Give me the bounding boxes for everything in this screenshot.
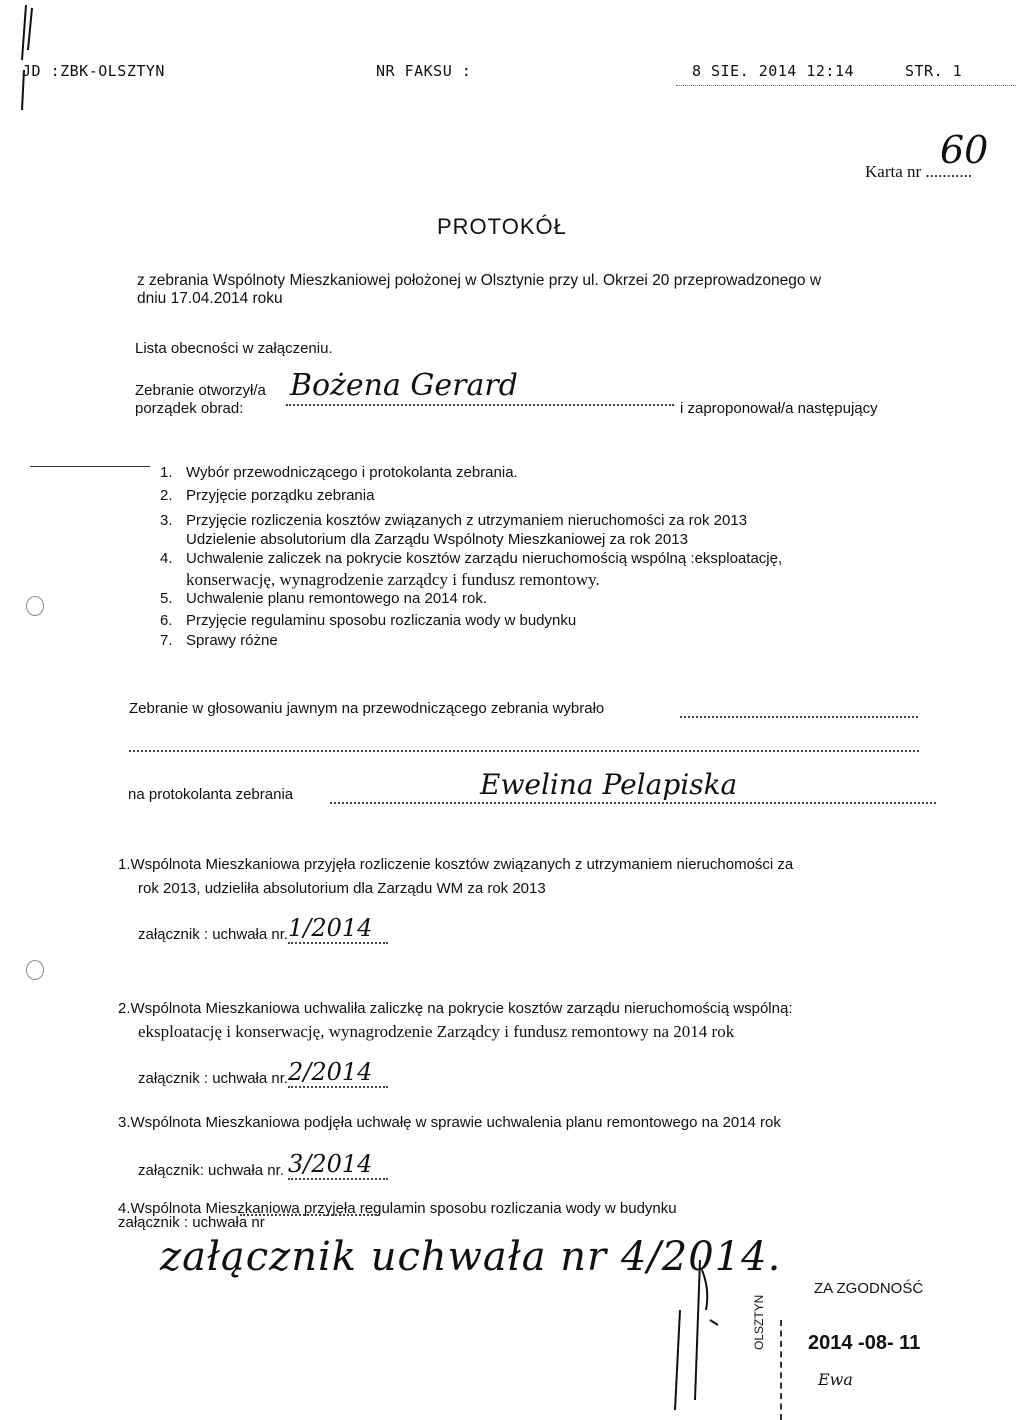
resolution-attachment-label: załącznik: uchwała nr. bbox=[138, 1162, 284, 1179]
opened-by-dotline bbox=[286, 404, 674, 406]
fax-date: 8 SIE. 2014 12:14 bbox=[692, 62, 855, 80]
fax-number-label: NR FAKSU : bbox=[376, 62, 472, 80]
resolution-line-2: eksploatację i konserwację, wynagrodzenie Zarządcy i fundusz remontowy na 2014 rok bbox=[138, 1022, 735, 1041]
fax-page: STR. 1 bbox=[905, 62, 963, 80]
agenda-intro-label: porządek obrad: bbox=[135, 400, 244, 417]
agenda-item-text: Przyjęcie regulaminu sposobu rozliczania wody w budynku bbox=[186, 612, 577, 629]
stamp-date: 2014 -08- 11 bbox=[808, 1332, 921, 1354]
agenda-item-text: Uchwalenie planu remontowego na 2014 rok. bbox=[186, 590, 488, 607]
secretary-label: na protokolanta zebrania bbox=[128, 786, 294, 803]
punch-hole bbox=[26, 596, 44, 616]
chair-vote-dotline-2 bbox=[129, 750, 919, 752]
chair-vote-text: Zebranie w głosowaniu jawnym na przewodniczącego zebrania wybrało bbox=[129, 700, 605, 717]
resolution-attachment-number: 1/2014 bbox=[288, 914, 388, 944]
agenda-item-number: 3. bbox=[160, 512, 173, 529]
secretary-dotline bbox=[330, 802, 936, 804]
agenda-item bbox=[160, 512, 747, 529]
intro-line-1: z zebrania Wspólnoty Mieszkaniowej położonej w Olsztynie przy ul. Okrzei 20 przeprowadzonego w bbox=[137, 272, 822, 289]
agenda-item bbox=[160, 590, 487, 607]
resolution-attachment-label: załącznik : uchwała nr bbox=[118, 1214, 265, 1231]
stamp-title: ZA ZGODNOŚĆ bbox=[814, 1280, 924, 1297]
chair-vote-dotline bbox=[680, 716, 918, 718]
agenda-item-text: Wybór przewodniczącego i protokolanta zebrania. bbox=[186, 464, 518, 481]
agenda-item bbox=[160, 612, 576, 629]
agenda-item-number: 6. bbox=[160, 612, 173, 629]
intro-line-2: dniu 17.04.2014 roku bbox=[137, 290, 283, 307]
resolution-line-1: 1.Wspólnota Mieszkaniowa przyjęła rozliczenie kosztów związanych z utrzymaniem nieruchomości za bbox=[118, 856, 794, 873]
card-label: Karta nr ........... bbox=[865, 162, 973, 181]
opened-by-signature: Bożena Gerard bbox=[290, 368, 518, 403]
resolution-line-1: 3.Wspólnota Mieszkaniowa podjęła uchwałę w sprawie uchwalenia planu remontowego na 2014 rok bbox=[118, 1114, 781, 1131]
opened-by-label: Zebranie otworzył/a bbox=[135, 382, 266, 399]
fax-sender: JD :ZBK-OLSZTYN bbox=[22, 62, 165, 80]
agenda-item-number: 5. bbox=[160, 590, 173, 607]
agenda-item-number: 4. bbox=[160, 550, 173, 567]
header-rule bbox=[676, 85, 1016, 86]
agenda-item-text: Uchwalenie zaliczek na pokrycie kosztów zarządu nieruchomością wspólną :eksploatację, bbox=[186, 550, 783, 567]
resolution-line-1: 2.Wspólnota Mieszkaniowa uchwaliła zaliczkę na pokrycie kosztów zarządu nieruchomością wspólną: bbox=[118, 1000, 793, 1017]
agenda-item-number: 1. bbox=[160, 464, 173, 481]
agenda-item-text: Przyjęcie rozliczenia kosztów związanych z utrzymaniem nieruchomości za rok 2013 bbox=[186, 512, 748, 529]
resolution-attachment-number bbox=[240, 1214, 380, 1216]
agenda-item-number: 7. bbox=[160, 632, 173, 649]
agenda-item bbox=[160, 632, 278, 649]
resolution-attachment-label: załącznik : uchwała nr. bbox=[138, 1070, 289, 1087]
handwritten-note: załącznik uchwała nr 4/2014. bbox=[160, 1234, 782, 1280]
agenda-item-text: Sprawy różne bbox=[186, 632, 278, 649]
secretary-signature: Ewelina Pelapiska bbox=[480, 768, 738, 801]
agenda-rule bbox=[30, 466, 150, 467]
resolution-attachment-number: 2/2014 bbox=[288, 1058, 388, 1088]
agenda-item-text: Udzielenie absolutorium dla Zarządu Wspólnoty Mieszkaniowej za rok 2013 bbox=[186, 531, 688, 548]
page-title: PROTOKÓŁ bbox=[437, 214, 567, 239]
resolution-attachment-number: 3/2014 bbox=[288, 1150, 388, 1180]
attendance-note: Lista obecności w załączeniu. bbox=[135, 340, 333, 357]
agenda-item-text: konserwację, wynagrodzenie zarządcy i fundusz remontowy. bbox=[186, 570, 600, 589]
margin-mark bbox=[18, 0, 24, 120]
stamp-name: Ewa bbox=[818, 1370, 853, 1389]
punch-hole bbox=[26, 960, 44, 980]
agenda-item bbox=[160, 531, 688, 548]
stamp-side-text: OLSZTYN bbox=[752, 1294, 766, 1350]
stamp-border bbox=[780, 1320, 784, 1420]
opened-by-suffix: i zaproponował/a następujący bbox=[680, 400, 878, 417]
resolution-line-2: rok 2013, udzieliła absolutorium dla Zarządu WM za rok 2013 bbox=[138, 880, 546, 897]
agenda-item-number: 2. bbox=[160, 487, 173, 504]
agenda-item bbox=[160, 487, 374, 504]
agenda-item-text: Przyjęcie porządku zebrania bbox=[186, 487, 375, 504]
resolution-line-1: 4.Wspólnota Mieszkaniowa przyjęła regulamin sposobu rozliczania wody w budynku bbox=[118, 1200, 677, 1217]
signature-strokes bbox=[640, 1250, 730, 1410]
card-number: 60 bbox=[940, 128, 989, 172]
agenda-item bbox=[160, 570, 600, 590]
resolution-attachment-label: załącznik : uchwała nr. bbox=[138, 926, 289, 943]
agenda-item bbox=[160, 550, 782, 567]
agenda-item bbox=[160, 464, 518, 481]
